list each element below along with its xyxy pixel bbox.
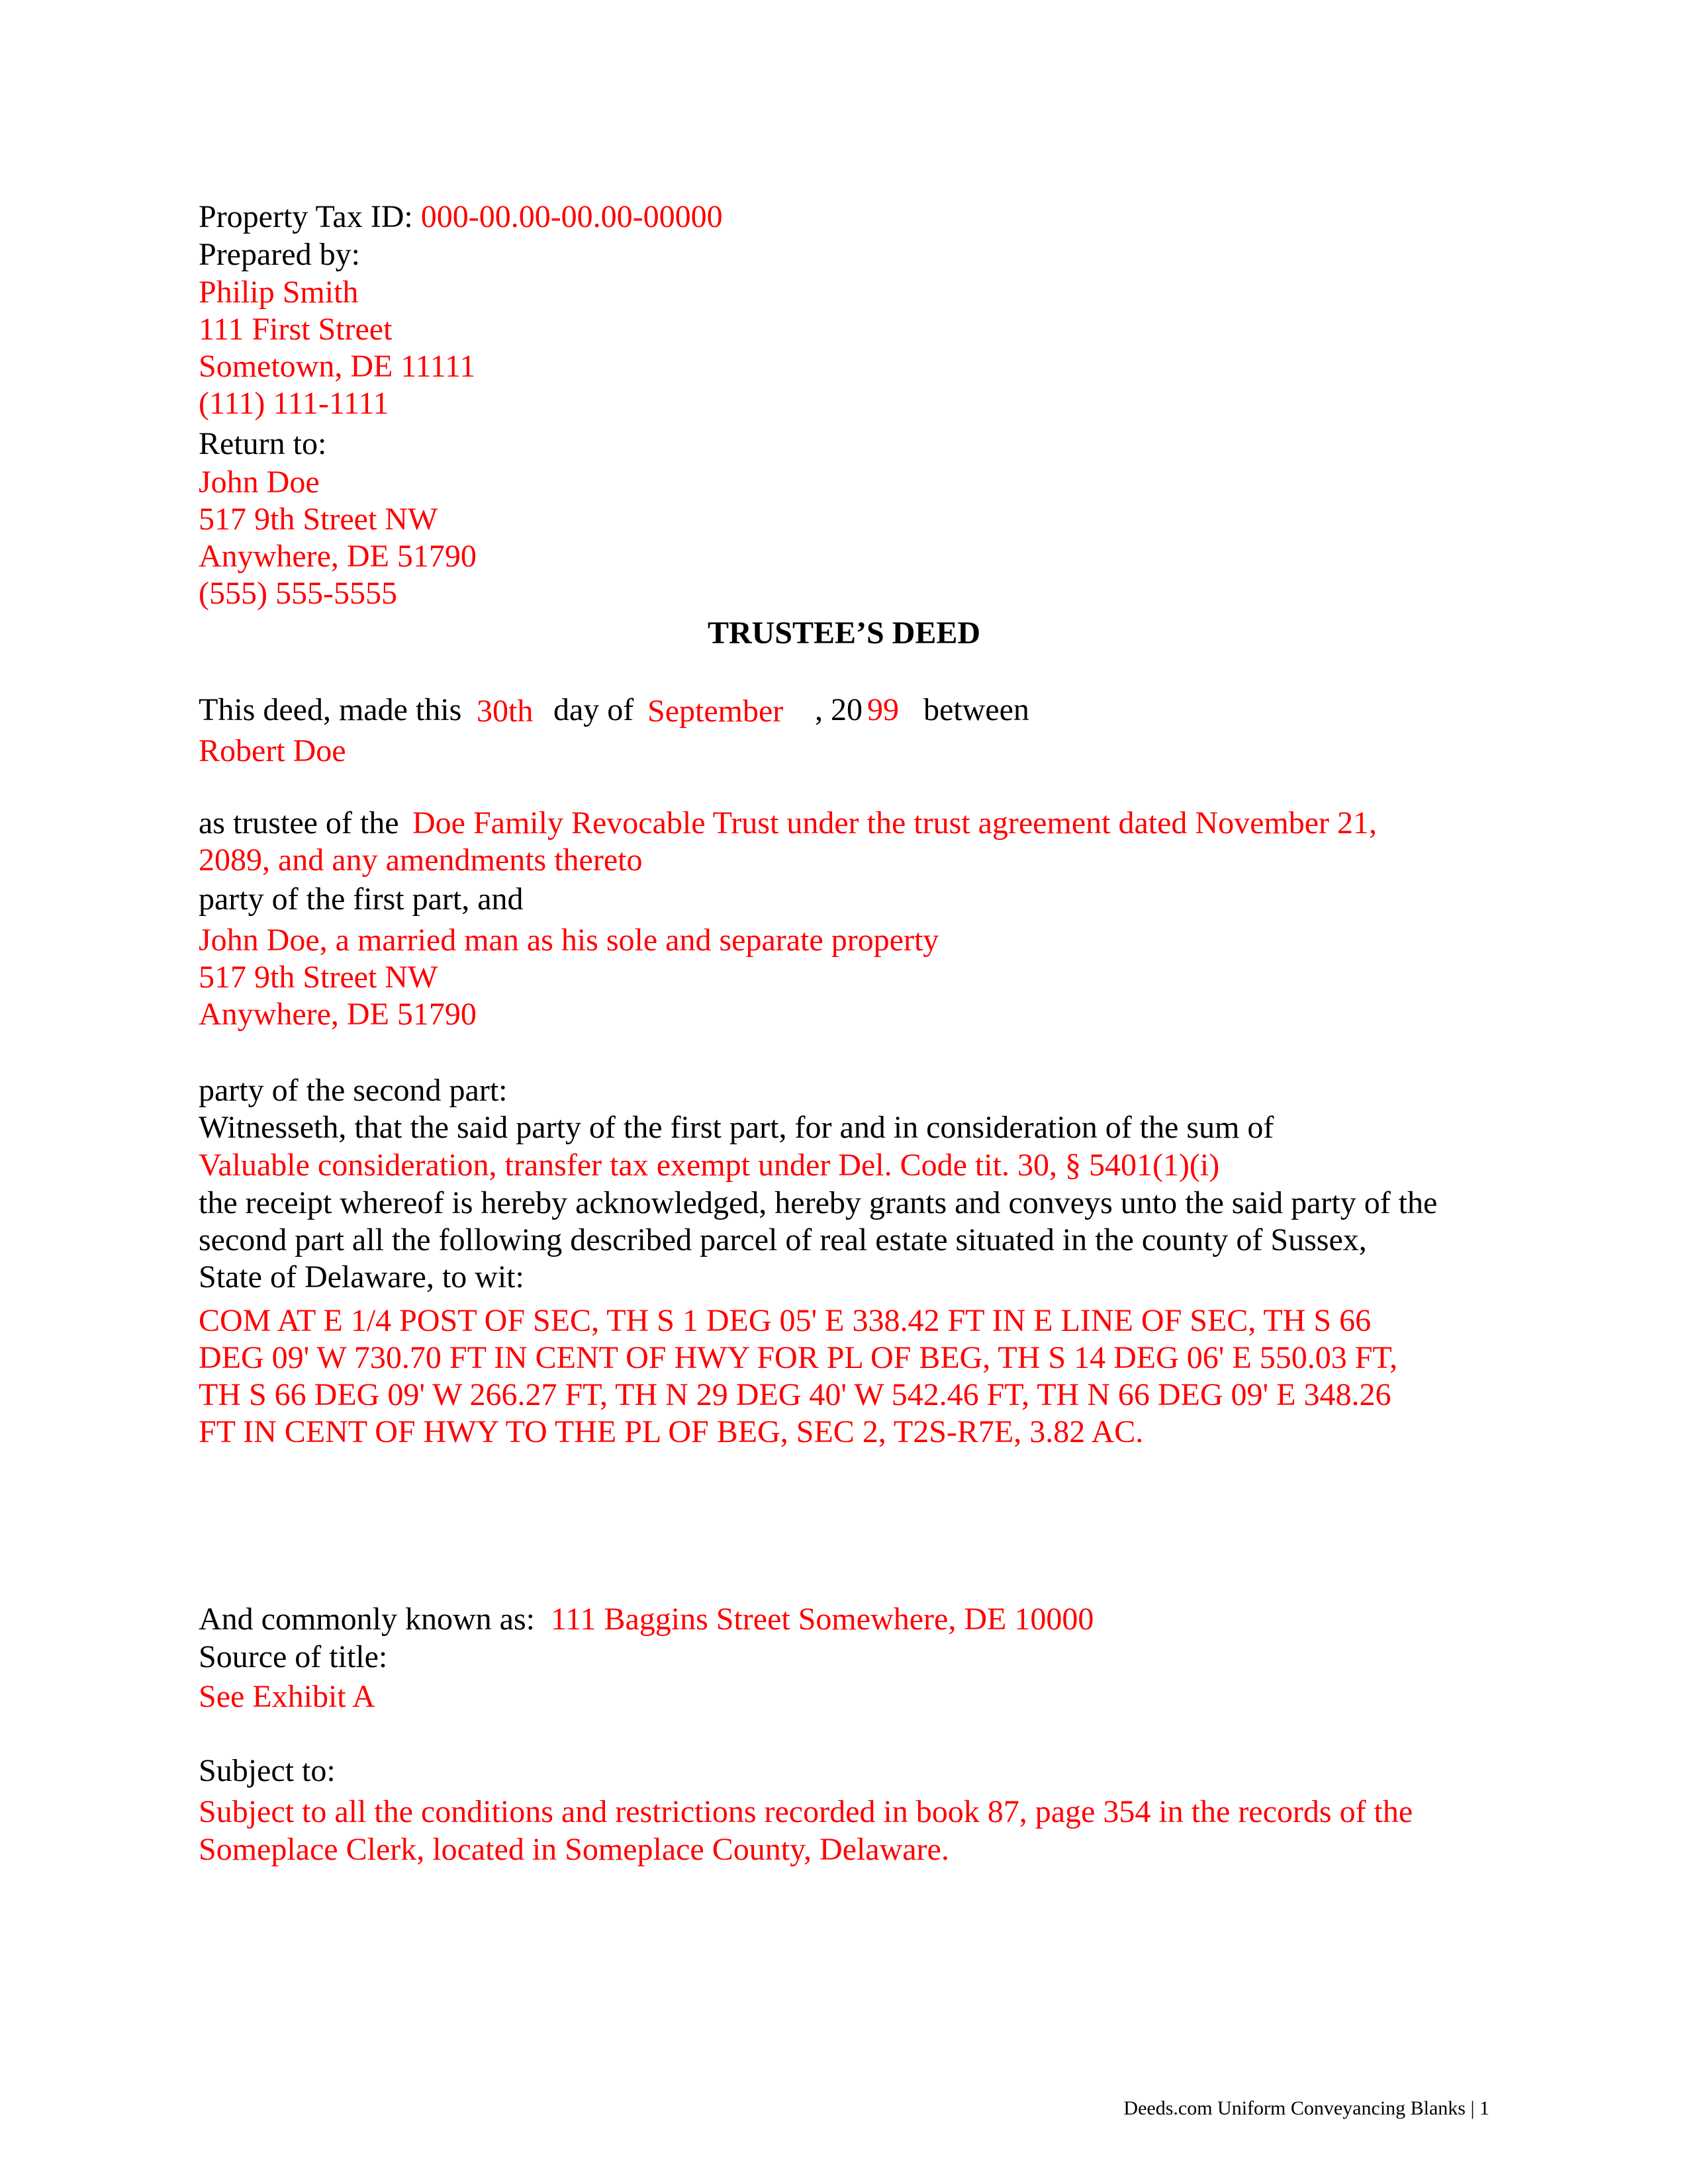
legal-description-line: FT IN CENT OF HWY TO THE PL OF BEG, SEC 2, T2S-R7E, 3.82 AC. — [199, 1414, 1144, 1449]
trust-name-line1: Doe Family Revocable Trust under the trust agreement dated November 21, — [412, 805, 1377, 841]
grantee-street: 517 9th Street NW — [199, 960, 438, 995]
return-to-phone: (555) 555-5555 — [199, 576, 397, 611]
known-as-label: And commonly known as: — [199, 1602, 535, 1637]
subject-to-label: Subject to: — [199, 1753, 336, 1788]
page-footer: Deeds.com Uniform Conveyancing Blanks | 1 — [1123, 2097, 1489, 2119]
receipt-line2: second part all the following described parcel of real estate situated in the county of Sussex, — [199, 1222, 1367, 1257]
prepared-by-label: Prepared by: — [199, 237, 360, 272]
tax-id-label: Property Tax ID: — [199, 199, 413, 234]
opening-year-prefix: , 20 — [815, 692, 863, 727]
witnesseth-line: Witnesseth, that the said party of the first part, for and in consideration of the sum of — [199, 1110, 1274, 1145]
grantee-line1: John Doe, a married man as his sole and separate property — [199, 923, 939, 958]
return-to-city: Anywhere, DE 51790 — [199, 539, 477, 574]
receipt-line3: State of Delaware, to wit: — [199, 1259, 524, 1295]
second-party-label: party of the second part: — [199, 1073, 508, 1108]
opening-day-of: day of — [553, 692, 634, 727]
return-to-name: John Doe — [199, 465, 320, 500]
preparer-street: 111 First Street — [199, 312, 393, 347]
first-party-label: party of the first part, and — [199, 882, 524, 917]
receipt-line1: the receipt whereof is hereby acknowledged, hereby grants and conveys unto the said party of the — [199, 1185, 1438, 1220]
trust-name-line2: 2089, and any amendments thereto — [199, 842, 643, 878]
opening-year: 99 — [867, 692, 899, 727]
tax-id-line — [199, 199, 723, 236]
source-of-title-value: See Exhibit A — [199, 1679, 375, 1714]
grantee-city: Anywhere, DE 51790 — [199, 997, 477, 1032]
subject-to-line1: Subject to all the conditions and restrictions recorded in book 87, page 354 in the records of the — [199, 1794, 1413, 1829]
known-as-address: 111 Baggins Street Somewhere, DE 10000 — [551, 1602, 1094, 1637]
grantor-name: Robert Doe — [199, 733, 346, 768]
legal-description-line: DEG 09' W 730.70 FT IN CENT OF HWY FOR PL OF BEG, TH S 14 DEG 06' E 550.03 FT, — [199, 1340, 1398, 1375]
preparer-phone: (111) 111-1111 — [199, 386, 389, 421]
legal-description-line: TH S 66 DEG 09' W 266.27 FT, TH N 29 DEG 40' W 542.46 FT, TH N 66 DEG 09' E 348.26 — [199, 1377, 1391, 1412]
source-of-title-label: Source of title: — [199, 1639, 388, 1674]
return-to-label: Return to: — [199, 426, 327, 461]
document-title: TRUSTEE’S DEED — [707, 615, 981, 651]
legal-description-line: COM AT E 1/4 POST OF SEC, TH S 1 DEG 05' E 338.42 FT IN E LINE OF SEC, TH S 66 — [199, 1303, 1372, 1338]
opening-month: September — [647, 694, 784, 729]
opening-between: between — [923, 692, 1029, 727]
preparer-name: Philip Smith — [199, 275, 359, 310]
opening-prefix: This deed, made this — [199, 692, 462, 727]
return-to-street: 517 9th Street NW — [199, 502, 438, 537]
subject-to-line2: Someplace Clerk, located in Someplace County, Delaware. — [199, 1832, 949, 1867]
opening-day: 30th — [477, 694, 534, 729]
trust-label: as trustee of the — [199, 805, 399, 841]
consideration-line: Valuable consideration, transfer tax exempt under Del. Code tit. 30, § 5401(1)(i) — [199, 1148, 1220, 1183]
tax-id-value: 000-00.00-00.00-00000 — [420, 199, 723, 234]
preparer-city: Sometown, DE 11111 — [199, 349, 476, 384]
